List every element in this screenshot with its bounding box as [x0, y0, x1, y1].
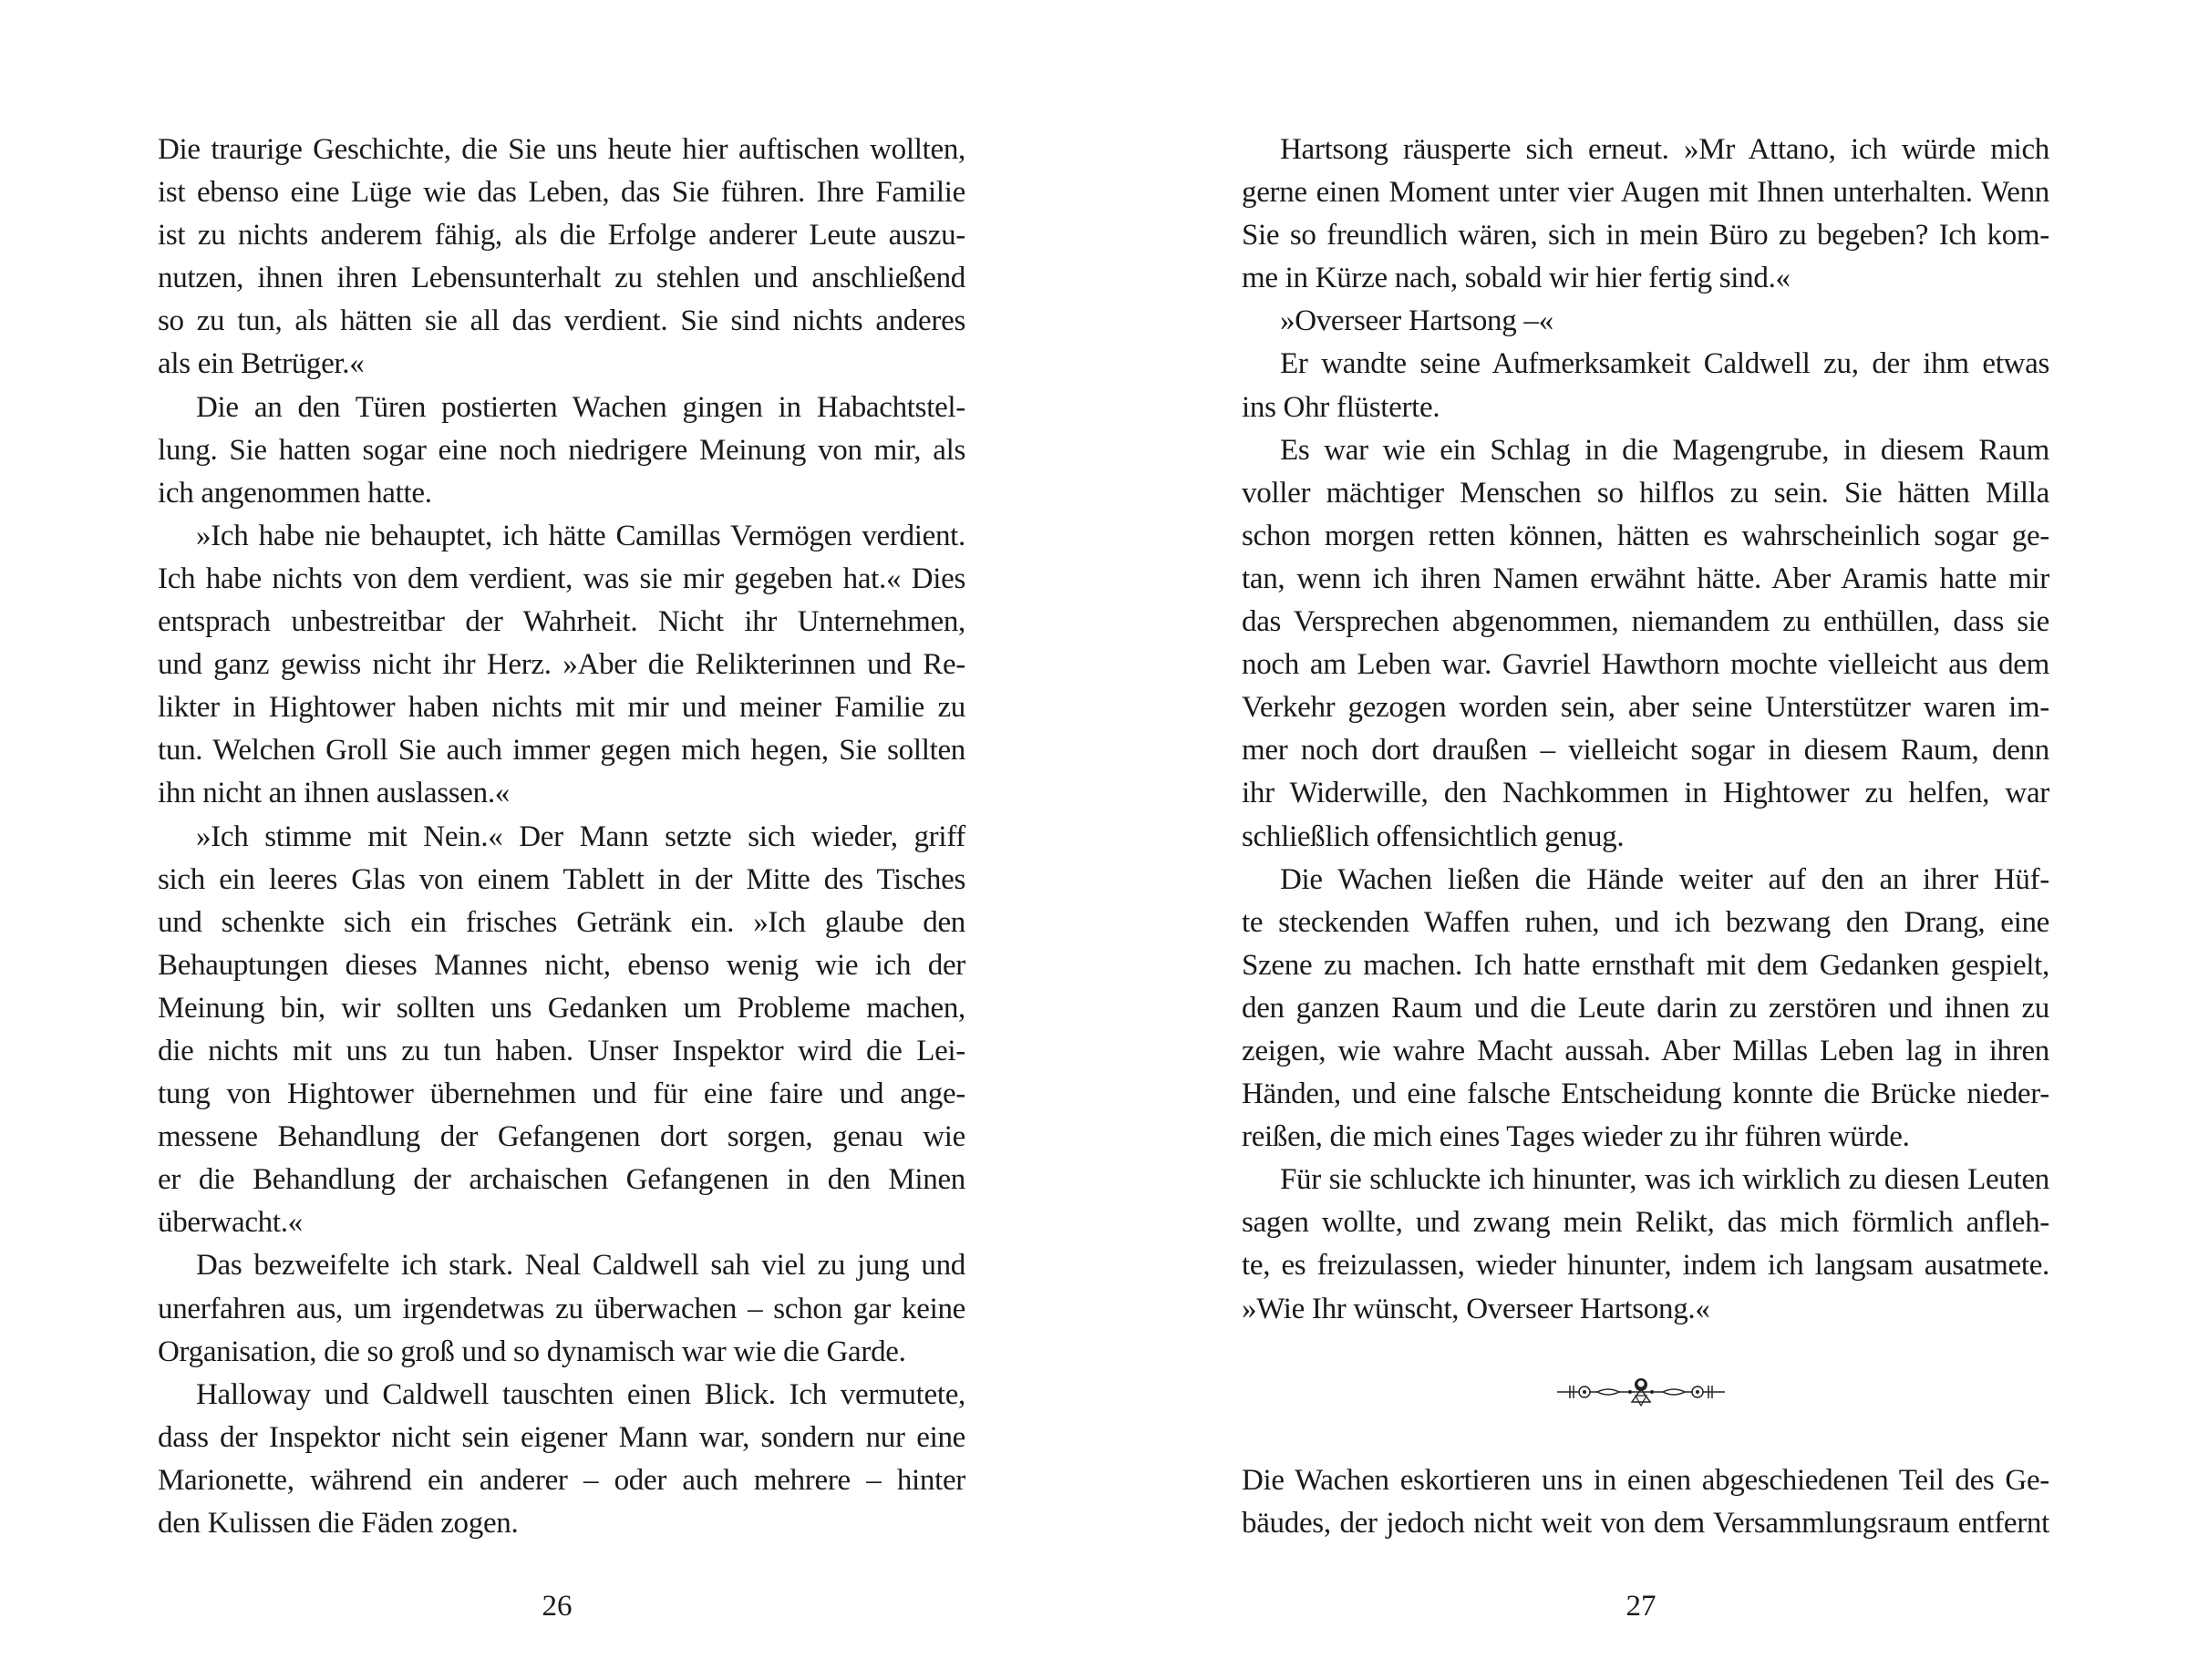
text-line: Ich habe nichts von dem verdient, was sie mir gegeben hat.« Dies — [158, 562, 965, 595]
left-page-body — [158, 129, 965, 1545]
text-line: den ganzen Raum und die Leute darin zu zerstören und ihnen zu — [1242, 991, 2049, 1025]
text-line: »Ich stimme mit Nein.« Der Mann setzte sich wieder, griff — [196, 819, 965, 853]
text-line: Szene zu machen. Ich hatte ernsthaft mit dem Gedanken gespielt, — [1242, 948, 2049, 982]
text-line: Hartsong räusperte sich erneut. »Mr Attano, ich würde mich — [1280, 133, 2049, 166]
text-line: Er wandte seine Aufmerksamkeit Caldwell zu, der ihm etwas — [1280, 347, 2049, 381]
text-line: »Ich habe nie behauptet, ich hätte Camillas Vermögen verdient. — [196, 519, 965, 552]
right-page — [1094, 0, 2188, 1680]
text-line: sich ein leeres Glas von einem Tablett in der Mitte des Tisches — [158, 862, 965, 896]
text-line: überwacht.« — [158, 1206, 303, 1240]
text-line: reißen, die mich eines Tages wieder zu ihr führen würde. — [1242, 1120, 1910, 1154]
section-break-ornament-icon — [1550, 1374, 1732, 1410]
text-line: Die traurige Geschichte, die Sie uns heute hier auftischen wollten, — [158, 133, 965, 166]
text-line: ins Ohr flüsterte. — [1242, 390, 1440, 424]
text-line: ist zu nichts anderem fähig, als die Erfolge anderer Leute auszu- — [158, 219, 965, 253]
text-line: er die Behandlung der archaischen Gefangenen in den Minen — [158, 1163, 965, 1197]
text-line: tan, wenn ich ihren Namen erwähnt hätte. Aber Aramis hatte mir — [1242, 562, 2049, 595]
text-line: Behauptungen dieses Mannes nicht, ebenso wenig wie ich der — [158, 948, 965, 982]
text-line: und schenkte sich ein frisches Getränk ein. »Ich glaube den — [158, 905, 965, 939]
text-line: entsprach unbestreitbar der Wahrheit. Nicht ihr Unternehmen, — [158, 605, 965, 639]
text-line: so zu tun, als hätten sie all das verdient. Sie sind nichts anderes — [158, 304, 965, 338]
text-line: ist ebenso eine Lüge wie das Leben, das Sie führen. Ihre Familie — [158, 176, 965, 210]
text-line: »Wie Ihr wünscht, Overseer Hartsong.« — [1242, 1292, 1710, 1325]
text-line: dass der Inspektor nicht sein eigener Mann war, sondern nur eine — [158, 1420, 965, 1454]
page-number-left: 26 — [542, 1590, 573, 1623]
text-line: bäudes, der jedoch nicht weit von dem Versammlungsraum entfernt — [1242, 1507, 2049, 1541]
text-line: ich angenommen hatte. — [158, 476, 432, 510]
text-line: Marionette, während ein anderer – oder auch mehrere – hinter — [158, 1463, 965, 1497]
text-line: Für sie schluckte ich hinunter, was ich wirklich zu diesen Leuten — [1280, 1163, 2049, 1197]
text-line: noch am Leben war. Gavriel Hawthorn mochte vielleicht aus dem — [1242, 648, 2049, 682]
text-line: Halloway und Caldwell tauschten einen Blick. Ich vermutete, — [196, 1377, 965, 1411]
text-line: Die Wachen ließen die Hände weiter auf den an ihrer Hüf- — [1280, 862, 2049, 896]
text-line: gerne einen Moment unter vier Augen mit Ihnen unterhalten. Wenn — [1242, 176, 2049, 210]
text-line: tun. Welchen Groll Sie auch immer gegen mich hegen, Sie sollten — [158, 734, 965, 768]
text-line: mer noch dort draußen – vielleicht sogar in diesem Raum, denn — [1242, 734, 2049, 768]
text-line: Sie so freundlich wären, sich in mein Büro zu begeben? Ich kom- — [1242, 219, 2049, 253]
text-line: Verkehr gezogen worden sein, aber seine Unterstützer waren im- — [1242, 691, 2049, 725]
text-line: voller mächtiger Menschen so hilflos zu sein. Sie hätten Milla — [1242, 476, 2049, 510]
text-line: »Overseer Hartsong –« — [1280, 304, 1553, 338]
text-line: das Versprechen abgenommen, niemandem zu enthüllen, dass sie — [1242, 605, 2049, 639]
page-number-right: 27 — [1626, 1590, 1656, 1623]
text-line: und ganz gewiss nicht ihr Herz. »Aber die Relikterinnen und Re- — [158, 648, 965, 682]
text-line: sagen wollte, und zwang mein Relikt, das mich förmlich anfleh- — [1242, 1206, 2049, 1240]
text-line: Es war wie ein Schlag in die Magengrube, in diesem Raum — [1280, 433, 2049, 467]
text-line: Die an den Türen postierten Wachen gingen in Habachtstel- — [196, 390, 965, 424]
text-line: Händen, und eine falsche Entscheidung konnte die Brücke nieder- — [1242, 1077, 2049, 1111]
text-line: Organisation, die so groß und so dynamisch war wie die Garde. — [158, 1335, 906, 1368]
text-line: Meinung bin, wir sollten uns Gedanken um Probleme machen, — [158, 991, 965, 1025]
text-line: unerfahren aus, um irgendetwas zu überwachen – schon gar keine — [158, 1292, 965, 1325]
right-page-section-body — [1242, 1459, 2049, 1545]
text-line: den Kulissen die Fäden zogen. — [158, 1507, 519, 1540]
text-line: die nichts mit uns zu tun haben. Unser Inspektor wird die Lei- — [158, 1034, 965, 1067]
right-page-body — [1242, 129, 2049, 1331]
text-line: lung. Sie hatten sogar eine noch niedrigere Meinung von mir, als — [158, 433, 965, 467]
text-line: als ein Betrüger.« — [158, 347, 365, 381]
text-line: ihn nicht an ihnen auslassen.« — [158, 777, 511, 810]
text-line: zeigen, wie wahre Macht aussah. Aber Millas Leben lag in ihren — [1242, 1034, 2049, 1067]
text-line: ihr Widerwille, den Nachkommen in Hightower zu helfen, war — [1242, 777, 2049, 810]
text-line: schließlich offensichtlich genug. — [1242, 819, 1625, 853]
text-line: schon morgen retten können, hätten es wahrscheinlich sogar ge- — [1242, 519, 2049, 552]
text-line: Die Wachen eskortieren uns in einen abgeschiedenen Teil des Ge- — [1242, 1464, 2049, 1497]
text-line: tung von Hightower übernehmen und für eine faire und ange- — [158, 1077, 965, 1111]
text-line: messene Behandlung der Gefangenen dort sorgen, genau wie — [158, 1120, 965, 1154]
text-line: likter in Hightower haben nichts mit mir und meiner Familie zu — [158, 691, 965, 725]
text-line: Das bezweifelte ich stark. Neal Caldwell sah viel zu jung und — [196, 1249, 965, 1283]
text-line: te steckenden Waffen ruhen, und ich bezwang den Drang, eine — [1242, 905, 2049, 939]
text-line: me in Kürze nach, sobald wir hier fertig sind.« — [1242, 262, 1791, 295]
text-line: te, es freizulassen, wieder hinunter, indem ich langsam ausatmete. — [1242, 1249, 2049, 1283]
text-line: nutzen, ihnen ihren Lebensunterhalt zu stehlen und anschließend — [158, 262, 965, 295]
